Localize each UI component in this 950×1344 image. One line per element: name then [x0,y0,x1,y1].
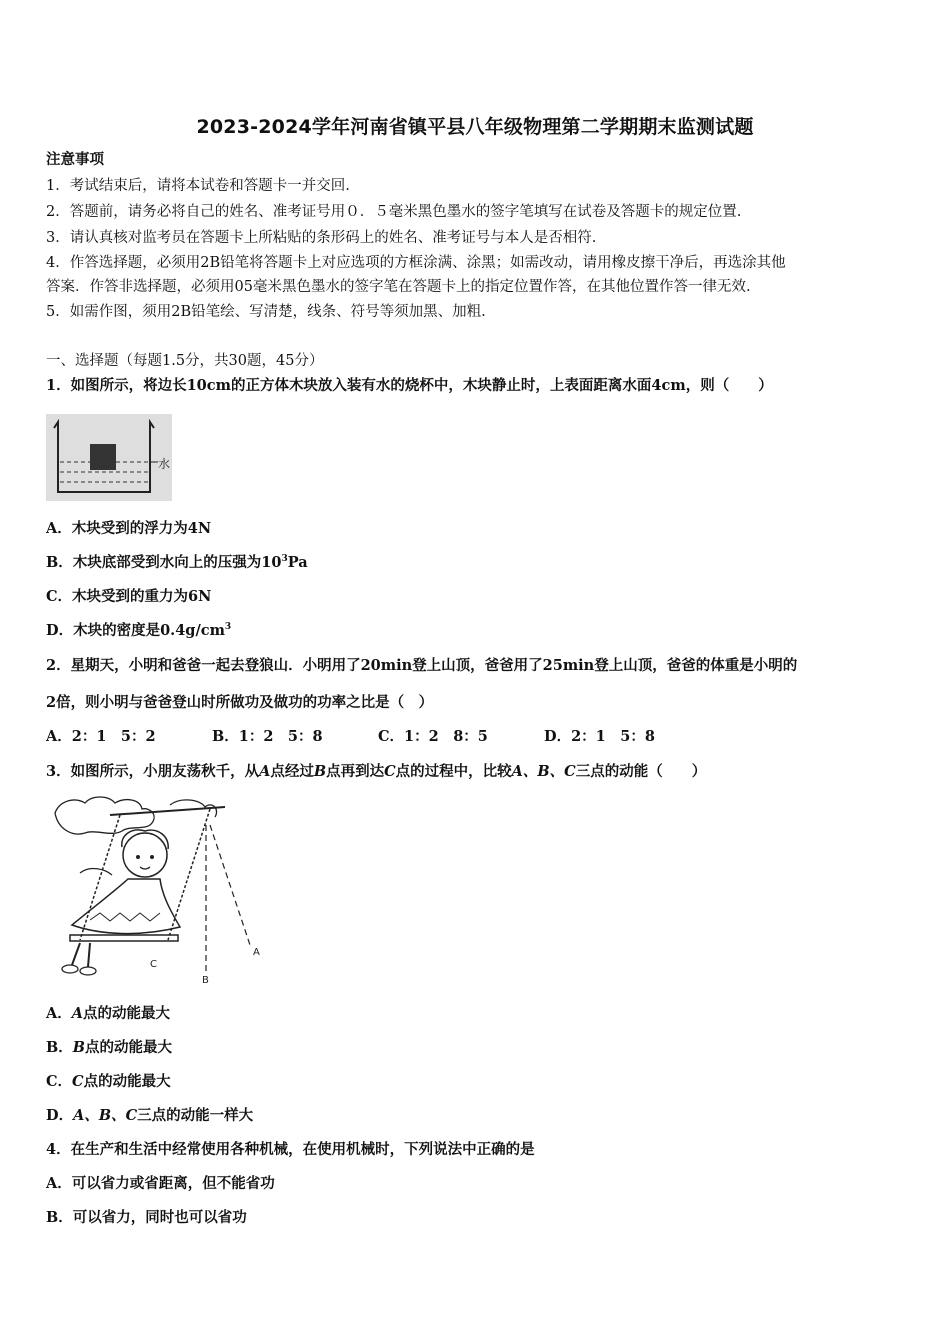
q1-option-b: B．木块底部受到水向上的压强为$10^3Pa$ [46,554,308,571]
q2-option-d: D．2：1 5：8 [544,728,655,745]
q3-option-b: B．B点的动能最大 [46,1039,173,1056]
page-title: 2023-2024学年河南省镇平县八年级物理第二学期期末监测试题 [196,116,754,138]
q1-option-d: D．木块的密度是$0.4g/cm^3$ [46,622,232,639]
q3-stem: 3．如图所示，小朋友荡秋千，从A点经过B点再到达C点的过程中，比较A、B、C三点的动能（ ） [46,763,707,780]
notice-item-1: 1．考试结束后，请将本试卷和答题卡一并交回. [46,178,350,194]
swing-label-c: C [150,959,157,970]
q2-option-b: B．1：2 5：8 [212,728,323,745]
q3-option-d: D．A、B、C三点的动能一样大 [46,1107,254,1124]
notice-item-2: 2．答题前，请务必将自己的姓名、准考证号用０．５毫米黑色墨水的签字笔填写在试卷及答题卡的规定位置. [46,204,742,220]
swing-label-a: A [253,947,260,958]
water-label: 水 [158,457,171,471]
notice-item-5: 5．如需作图，须用2B铅笔绘、写清楚，线条、符号等须加黑、加粗. [46,304,486,320]
q2-options [46,727,655,747]
q1-option-c: C．木块受到的重力为6N [46,588,212,605]
q3-option-c: C．C点的动能最大 [46,1073,171,1090]
notice-heading: 注意事项 [46,151,104,168]
q2-option-c: C．1：2 8：5 [378,728,488,745]
beaker-diagram [46,414,172,501]
q1-stem: 1．如图所示，将边长10cm的正方体木块放入装有水的烧杯中，木块静止时，上表面距离水面4cm，则（ ） [46,377,773,394]
q4-option-b: B．可以省力，同时也可以省功 [46,1209,247,1226]
q4-option-a: A．可以省力或省距离，但不能省功 [46,1175,275,1192]
q4-stem: 4．在生产和生活中经常使用各种机械，在使用机械时，下列说法中正确的是 [46,1141,535,1158]
swing-label-b: B [202,975,209,985]
section-heading: 一、选择题（每题1.5分，共30题，45分） [46,353,324,369]
q1-option-a: A．木块受到的浮力为4N [46,520,212,537]
q3-option-a: A．A点的动能最大 [46,1005,171,1022]
notice-item-4: 4．作答选择题，必须用2B铅笔将答题卡上对应选项的方框涂满、涂黑；如需改动，请用橡皮擦干净后，再选涂其他 [46,255,786,271]
q3-swing-figure [50,795,270,985]
q2-option-a: A．2：1 5：2 [46,728,156,745]
q1-beaker-figure [46,414,172,501]
notice-item-3: 3．请认真核对监考员在答题卡上所粘贴的条形码上的姓名、准考证号与本人是否相符. [46,230,597,246]
notice-item-4-cont: 答案．作答非选择题，必须用05毫米黑色墨水的签字笔在答题卡上的指定位置作答，在其他位置作答一律无效. [46,279,751,295]
q2-stem-line1: 2．星期天，小明和爸爸一起去登狼山．小明用了20min登上山顶，爸爸用了25min登上山顶，爸爸的体重是小明的 [46,657,798,674]
q2-stem-line2: 2倍，则小明与爸爸登山时所做功及做功的功率之比是（ ） [46,694,434,711]
swing-diagram [50,795,270,985]
